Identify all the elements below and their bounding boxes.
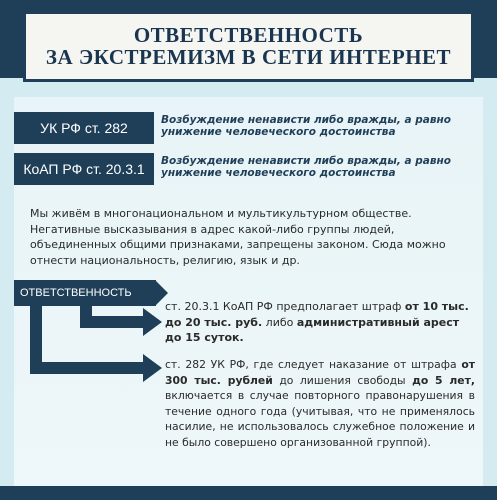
law-description-koap-20-3-1: Возбуждение ненависти либо вражды, а равно унижение человеческого достоинства bbox=[161, 155, 451, 179]
penalty-1-text-b: либо bbox=[262, 315, 297, 329]
penalty-2-text-a: ст. 282 УК РФ, где следует наказание от штрафа bbox=[165, 358, 462, 371]
arrow-to-penalty-2 bbox=[30, 304, 162, 382]
penalty-2-prison: до 5 лет, bbox=[412, 373, 475, 387]
penalty-2-text-b: до лишения свободы bbox=[272, 373, 413, 387]
arrow-to-penalty-1 bbox=[80, 304, 162, 336]
intro-paragraph: Мы живём в многонациональном и мультикультурном обществе. Негативные высказывания в адрес какой-либо группы людей, объединенных общими признаками, запрещены законом. Сюда можно отнести национальность, религию, язык и др. bbox=[30, 207, 446, 267]
penalty-1-fine: от 10 тыс. до 20 тыс. руб. bbox=[165, 300, 469, 329]
penalty-2-text-c: включается в случае повторного правонарушения в течение одного года (учитывая, что не применялось насилие, не использовалось служебное положение и не было совершено организованной группой). bbox=[165, 389, 475, 449]
penalty-1-text-a: ст. 20.3.1 КоАП РФ предполагает штраф bbox=[165, 300, 405, 313]
penalty-2-fine: от 300 тыс. рублей bbox=[165, 358, 475, 387]
penalty-paragraph-koap bbox=[165, 299, 475, 346]
law-description-uk-282: Возбуждение ненависти либо вражды, а равно унижение человеческого достоинства bbox=[161, 114, 451, 138]
penalty-1-arrest: административный арест до 15 суток. bbox=[165, 315, 460, 344]
penalty-paragraph-uk bbox=[165, 357, 475, 451]
title-line-2: ЗА ЭКСТРЕМИЗМ В СЕТИ ИНТЕРНЕТ bbox=[45, 45, 452, 69]
law-badge-koap-20-3-1: КоАП РФ ст. 20.3.1 bbox=[14, 153, 154, 185]
law-badge-uk-282: УК РФ ст. 282 bbox=[14, 112, 154, 144]
responsibility-badge: ОТВЕТСТВЕННОСТЬ bbox=[14, 280, 156, 306]
title-line-1: ОТВЕТСТВЕННОСТЬ bbox=[133, 23, 364, 47]
